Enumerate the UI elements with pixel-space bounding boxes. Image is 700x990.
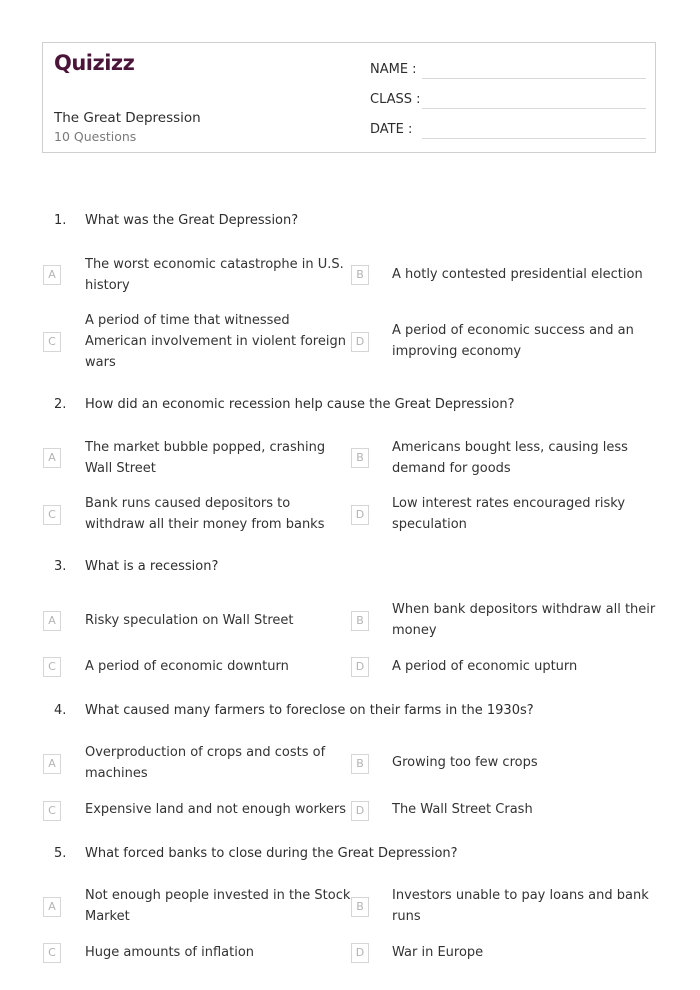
question-5 [54, 846, 674, 861]
question-number: 1. [54, 213, 67, 228]
question-count: 10 Questions [54, 129, 137, 144]
option-text: Investors unable to pay loans and bank runs [392, 888, 649, 924]
option-text: Risky speculation on Wall Street [85, 613, 294, 628]
option-letter-d: D [351, 801, 369, 821]
question-text: What is a recession? [85, 559, 219, 574]
option-letter-b: B [351, 897, 369, 917]
question-1 [54, 213, 674, 228]
option-text: Bank runs caused depositors to withdraw all their money from banks [85, 496, 325, 532]
option-letter-c: C [43, 657, 61, 677]
option-letter-d: D [351, 943, 369, 963]
question-2 [54, 397, 674, 412]
worksheet-title: The Great Depression [54, 110, 201, 126]
option-text: When bank depositors withdraw all their money [392, 602, 656, 638]
option-letter-a: A [43, 265, 61, 285]
option-text: Huge amounts of inflation [85, 945, 255, 960]
option-letter-a: A [43, 897, 61, 917]
option-text: Americans bought less, causing less demand for goods [392, 440, 628, 476]
question-text: How did an economic recession help cause the Great Depression? [85, 397, 515, 412]
date-line [422, 138, 646, 139]
question-text: What was the Great Depression? [85, 213, 299, 228]
option-text: Growing too few crops [392, 755, 538, 770]
question-text: What forced banks to close during the Great Depression? [85, 846, 458, 861]
option-text: A period of time that witnessed American involvement in violent foreign wars [85, 313, 346, 370]
quizizz-logo: Quizizz [54, 51, 135, 75]
question-number: 2. [54, 397, 67, 412]
option-letter-d: D [351, 657, 369, 677]
name-label: NAME : [370, 62, 417, 77]
option-letter-c: C [43, 943, 61, 963]
option-text: Not enough people invested in the Stock Market [85, 888, 351, 924]
option-letter-c: C [43, 332, 61, 352]
option-text: A period of economic success and an improving economy [392, 323, 634, 359]
question-3 [54, 559, 674, 574]
date-field[interactable] [370, 119, 646, 139]
class-label: CLASS : [370, 92, 421, 107]
question-number: 5. [54, 846, 67, 861]
worksheet-header [42, 42, 656, 153]
option-text: Low interest rates encouraged risky speculation [392, 496, 626, 532]
date-label: DATE : [370, 122, 413, 137]
option-letter-b: B [351, 754, 369, 774]
option-letter-a: A [43, 448, 61, 468]
option-letter-b: B [351, 265, 369, 285]
name-line [422, 78, 646, 79]
option-letter-c: C [43, 801, 61, 821]
option-text: Expensive land and not enough workers [85, 802, 346, 817]
option-text: War in Europe [392, 945, 484, 960]
question-number: 3. [54, 559, 67, 574]
option-letter-b: B [351, 448, 369, 468]
option-letter-a: A [43, 754, 61, 774]
option-text: A period of economic downturn [85, 659, 289, 674]
option-text: Overproduction of crops and costs of machines [85, 745, 326, 781]
name-field[interactable] [370, 59, 646, 79]
option-text: The Wall Street Crash [392, 802, 533, 817]
question-number: 4. [54, 703, 67, 718]
option-text: A period of economic upturn [392, 659, 578, 674]
option-letter-a: A [43, 611, 61, 631]
question-text: What caused many farmers to foreclose on their farms in the 1930s? [85, 703, 534, 718]
option-text: A hotly contested presidential election [392, 267, 643, 282]
question-4 [54, 703, 674, 718]
option-letter-b: B [351, 611, 369, 631]
option-letter-c: C [43, 505, 61, 525]
class-field[interactable] [370, 89, 646, 109]
option-letter-d: D [351, 332, 369, 352]
option-text: The worst economic catastrophe in U.S. history [85, 257, 344, 293]
option-letter-d: D [351, 505, 369, 525]
option-text: The market bubble popped, crashing Wall Street [85, 440, 326, 476]
class-line [422, 108, 646, 109]
